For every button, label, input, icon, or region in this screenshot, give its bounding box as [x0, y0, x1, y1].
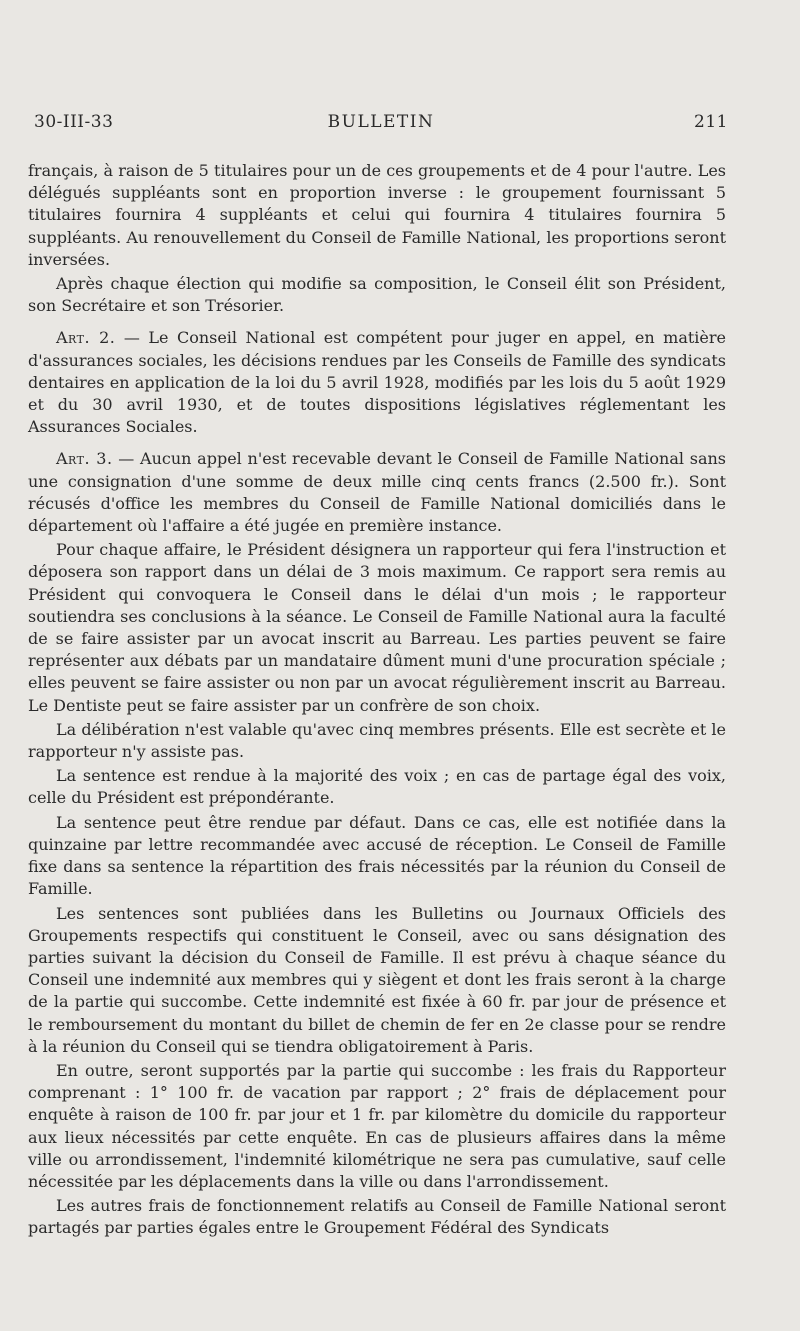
paragraph: Les autres frais de fonctionnement relatifs au Conseil de Famille National seront partagés par parties égales entre le Groupement Fédéral des Syndicats [28, 1196, 726, 1238]
article-heading: Art. 3. [56, 449, 113, 469]
paragraph: La délibération n'est valable qu'avec cinq membres présents. Elle est secrète et le rapporteur n'y assiste pas. [28, 719, 726, 762]
paragraph: Les sentences sont publiées dans les Bulletins ou Journaux Officiels des Groupements respectifs qui constituent le Conseil, avec ou sans désignation des parties suivant la décision du Conseil de Famille. Il est prévu à chaque séance du Conseil une indemnité aux membres qui y siègent et dont les frais seront à la charge de la partie qui succombe. Cette indemnité est fixée à 60 fr. par jour de présence et le remboursement du montant du billet de chemin de fer en 2e classe pour se rendre à la réunion du Conseil qui se tiendra obligatoirement à Paris. [28, 903, 726, 1056]
body-text [28, 160, 726, 1242]
paragraph: La sentence peut être rendue par défaut. Dans ce cas, elle est notifiée dans la quinzaine par lettre recommandée avec accusé de réception. Le Conseil de Famille fixe dans sa sentence la répartition des frais nécessités par la réunion du Conseil de Famille. [28, 812, 726, 899]
paragraph: Pour chaque affaire, le Président désignera un rapporteur qui fera l'instruction et déposera son rapport dans un délai de 3 mois maximum. Ce rapport sera remis au Président qui convoquera le Conseil dans le délai d'un mois ; le rapporteur soutiendra ses conclusions à la séance. Le Conseil de Famille National aura la faculté de se faire assister par un avocat inscrit au Barreau. Les parties peuvent se faire représenter aux débats par un mandataire dûment muni d'une procuration spéciale ; elles peuvent se faire assister ou non par un avocat régulièrement inscrit au Barreau. Le Dentiste peut se faire assister par un confrère de son choix. [28, 540, 726, 715]
header-date: 30-III-33 [34, 112, 114, 132]
article-2-paragraph: Art. 2. — Le Conseil National est compétent pour juger en appel, en matière d'assurances sociales, les décisions rendues par les Conseils de Famille des syndicats dentaires en application de la loi du 5 avril 1928, modifiés par les lois du 5 août 1929 et du 30 avril 1930, et de toutes dispositions législatives réglementant les Assurances Sociales. [28, 328, 727, 437]
paragraph: français, à raison de 5 titulaires pour un de ces groupements et de 4 pour l'autre. Les délégués suppléants sont en proportion inverse : le groupement fournissant 5 titulaires fournira 4 suppléants et celui qui fournira 4 titulaires fournira 5 suppléants. Au renouvellement du Conseil de Famille National, les proportions seront inversées. [28, 161, 726, 269]
article-3-paragraph: Art. 3. — Aucun appel n'est recevable devant le Conseil de Famille National sans une consignation d'une somme de deux mille cinq cents francs (2.500 fr.). Sont récusés d'office les membres du Conseil de Famille National domiciliés dans le département où l'affaire a été jugée en première instance. [28, 449, 726, 536]
header-title: BULLETIN [327, 112, 435, 132]
article-heading: Art. 2. [56, 328, 116, 348]
paragraph: En outre, seront supportés par la partie qui succombe : les frais du Rapporteur comprenant : 1° 100 fr. de vacation par rapport ; 2° frais de déplacement pour enquête à raison de 100 fr. par jour et 1 fr. par kilomètre du domicile du rapporteur aux lieux nécessités par cette enquête. En cas de plusieurs affaires dans la même ville ou arrondissement, l'indemnité kilométrique ne sera pas cumulative, sauf celle nécessitée par les déplacements dans la ville ou dans l'arrondissement. [28, 1060, 726, 1191]
running-header [34, 112, 728, 140]
paragraph: La sentence est rendue à la majorité des voix ; en cas de partage égal des voix, celle du Président est prépondérante. [28, 766, 726, 808]
paragraph: Après chaque élection qui modifie sa composition, le Conseil élit son Président, son Secrétaire et son Trésorier. [28, 274, 726, 316]
page-number: 211 [694, 112, 728, 132]
